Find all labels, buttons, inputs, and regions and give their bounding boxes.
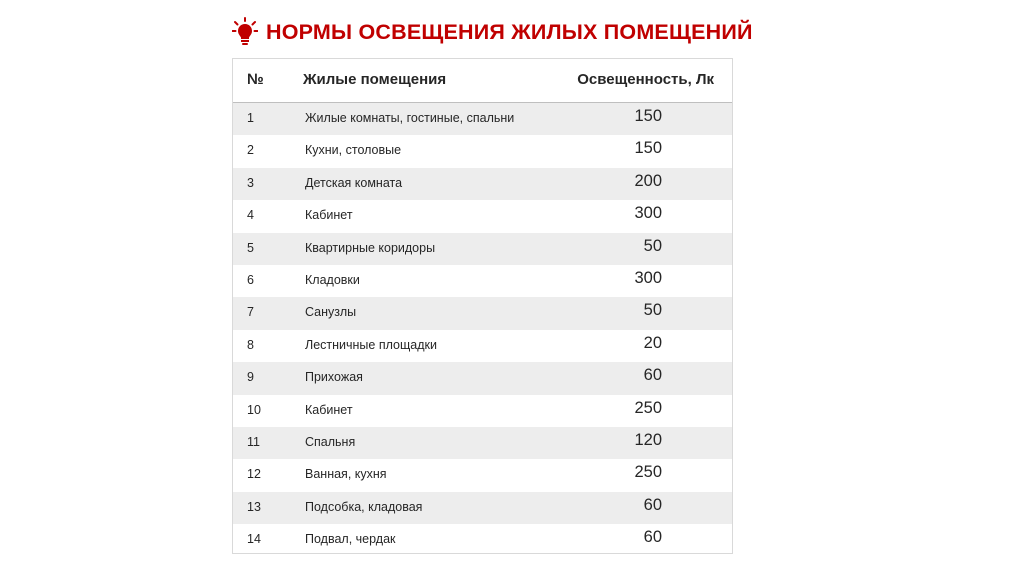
row-number: 11 <box>247 434 260 449</box>
illumination-table <box>232 58 733 554</box>
table-row <box>233 362 732 394</box>
table-row <box>233 459 732 491</box>
table-row <box>233 135 732 167</box>
lightbulb-icon <box>232 17 258 47</box>
page-title: НОРМЫ ОСВЕЩЕНИЯ ЖИЛЫХ ПОМЕЩЕНИЙ <box>266 19 753 44</box>
row-number: 4 <box>247 208 254 223</box>
room-name: Спальня <box>305 434 356 449</box>
table-row <box>233 297 732 329</box>
room-name: Жилые комнаты, гостиные, спальни <box>305 111 515 125</box>
row-number: 12 <box>247 467 261 482</box>
illuminance-value: 200 <box>634 171 662 190</box>
table-row <box>233 233 732 265</box>
row-number: 7 <box>247 305 254 320</box>
row-number: 3 <box>247 175 254 190</box>
table-row <box>233 492 732 524</box>
table-row <box>233 395 732 427</box>
row-number: 2 <box>247 143 254 158</box>
illuminance-value: 300 <box>634 268 662 287</box>
table-body <box>233 103 732 556</box>
room-name: Кабинет <box>305 208 353 223</box>
illuminance-value: 50 <box>643 236 662 255</box>
room-name: Подвал, чердак <box>305 532 396 547</box>
header-illuminance: Освещенность, Лк <box>577 71 714 88</box>
row-number: 9 <box>247 370 254 385</box>
room-name: Лестничные площадки <box>305 337 437 352</box>
table-row <box>233 524 732 556</box>
illuminance-value: 120 <box>634 430 662 449</box>
table-row <box>233 168 732 200</box>
illuminance-value: 150 <box>634 107 662 125</box>
table-row <box>233 200 732 232</box>
illuminance-value: 20 <box>643 333 662 352</box>
room-name: Ванная, кухня <box>305 467 387 482</box>
page-header <box>232 16 753 48</box>
row-number: 13 <box>247 499 261 514</box>
row-number: 10 <box>247 402 261 417</box>
row-number: 8 <box>247 337 254 352</box>
table-header-row <box>233 59 732 103</box>
room-name: Прихожая <box>305 370 363 385</box>
table-row <box>233 330 732 362</box>
header-room: Жилые помещения <box>303 71 447 88</box>
illuminance-value: 250 <box>634 398 662 417</box>
table-row <box>233 103 732 135</box>
room-name: Кладовки <box>305 272 360 287</box>
illuminance-value: 60 <box>643 528 662 547</box>
room-name: Кухни, столовые <box>305 143 402 158</box>
illuminance-value: 150 <box>634 139 662 158</box>
table-row <box>233 427 732 459</box>
illuminance-value: 50 <box>643 301 662 320</box>
room-name: Санузлы <box>305 305 357 320</box>
illuminance-value: 60 <box>643 366 662 385</box>
row-number: 6 <box>247 272 254 287</box>
header-number: № <box>247 71 264 88</box>
illuminance-value: 250 <box>634 463 662 482</box>
illuminance-value: 60 <box>643 495 662 514</box>
table-row <box>233 265 732 297</box>
room-name: Подсобка, кладовая <box>305 499 423 514</box>
illuminance-value: 300 <box>634 204 662 223</box>
room-name: Кабинет <box>305 402 353 417</box>
room-name: Детская комната <box>305 175 403 190</box>
row-number: 5 <box>247 240 254 255</box>
row-number: 1 <box>247 111 254 125</box>
room-name: Квартирные коридоры <box>305 240 436 255</box>
row-number: 14 <box>247 532 261 547</box>
